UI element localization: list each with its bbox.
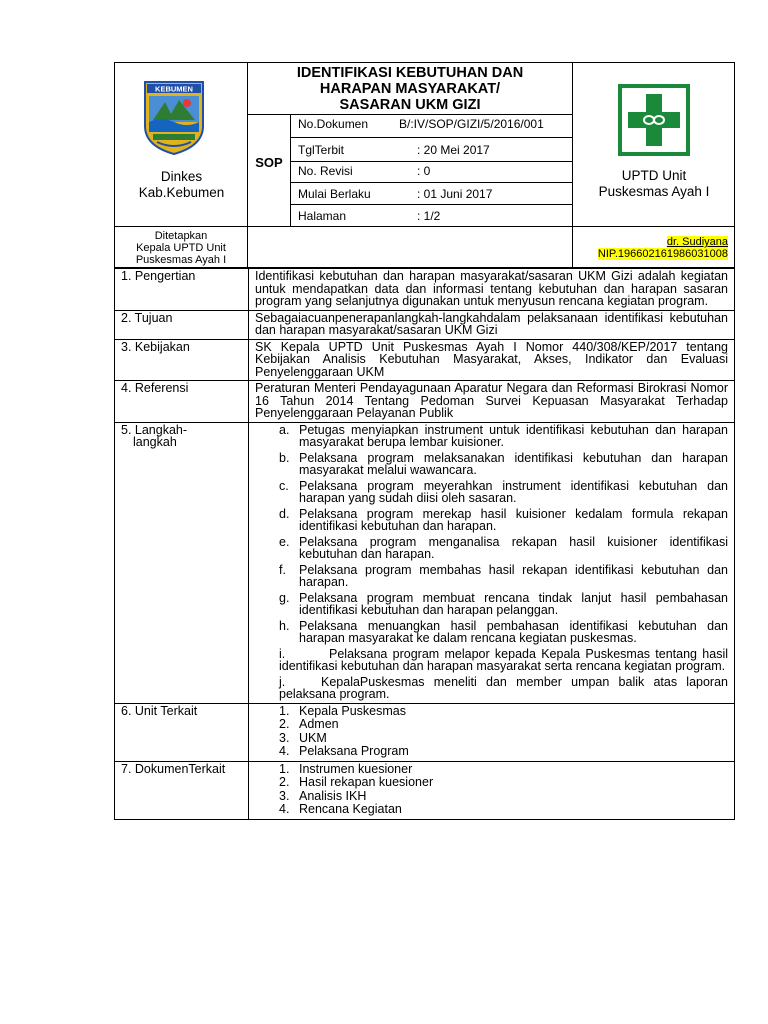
meta-row-no-revisi: No. Revisi : 0 [291, 162, 572, 183]
document-meta [291, 115, 572, 226]
approval-row [114, 227, 735, 268]
meta-row-tgl-terbit: TglTerbit : 20 Mei 2017 [291, 138, 572, 162]
list-item: c. Pelaksana program meyerahkan instrument identifikasi kebutuhan dan harapan yang sudah diisi oleh sasaran. [279, 478, 728, 505]
meta-row-no-dokumen: No.Dokumen B/:IV/SOP/GIZI/5/2016/001 [291, 115, 572, 138]
list-item: f. Pelaksana program membahas hasil rekapan identifikasi kebutuhan dan harapan. [279, 562, 728, 589]
list-item: d. Pelaksana program merekap hasil kuisioner kedalam formula rekapan identifikasi kebutuhan dan harapan. [279, 506, 728, 533]
approval-signer [572, 227, 734, 267]
left-org-name: Dinkes Kab.Kebumen [138, 169, 225, 200]
section-label: 6. Unit Terkait [115, 703, 249, 761]
sop-header [114, 62, 735, 227]
document-title: IDENTIFIKASI KEBUTUHAN DAN HARAPAN MASYARAKAT/ SASARAN UKM GIZI [248, 63, 572, 115]
section-list [249, 703, 735, 761]
section-pengertian [115, 269, 735, 311]
section-text: SK Kepala UPTD Unit Puskesmas Ayah I Nomor 440/308/KEP/2017 tentang Kebijakan Analisis Kebutuhan Masyarakat, Akses, Indikator dan Evaluasi Penyelenggaraan UKM [249, 339, 735, 381]
section-text: Identifikasi kebutuhan dan harapan masyarakat/sasaran UKM Gizi adalah kegiatan untuk mendapatkan data dan informasi tentang kebutuhan dan harapan sasaran program yang selanjutnya digunakan untuk menyusun rencana kegiatan program. [249, 269, 735, 311]
section-list [249, 761, 735, 819]
sop-content-table [114, 268, 735, 820]
list-item: b. Pelaksana program melaksanakan identifikasi kebutuhan dan harapan masyarakat melalui wawancara. [279, 450, 728, 477]
list-item: e. Pelaksana program menganalisa rekapan hasil kuisioner identifikasi kebutuhan dan harapan. [279, 534, 728, 561]
puskesmas-cross-icon [618, 84, 690, 156]
section-text: Peraturan Menteri Pendayagunaan Aparatur Negara dan Reformasi Birokrasi Nomor 16 Tahun 2014 Tentang Pedoman Survei Kepuasan Masyarakat Terhadap Penyelenggaraan Pelayanan Publik [249, 381, 735, 423]
list-item: 2. Hasil rekapan kuesioner [279, 775, 434, 789]
list-item: 1. Instrumen kuesioner [279, 761, 413, 776]
right-org-name: UPTD Unit Puskesmas Ayah I [598, 168, 710, 199]
section-label: 2. Tujuan [115, 310, 249, 339]
list-item: h. Pelaksana menuangkan hasil pembahasan identifikasi kebutuhan dan harapan masyarakat ke dalam rencana kegiatan puskesmas. [279, 618, 728, 645]
list-item: 4. Pelaksana Program [279, 744, 409, 758]
sop-document [114, 62, 735, 820]
section-label: 7. DokumenTerkait [115, 761, 249, 819]
list-item: 2. Admen [279, 717, 339, 731]
section-unit-terkait [115, 703, 735, 761]
list-item: 1. Kepala Puskesmas [279, 703, 407, 718]
crest-label: KEBUMEN [155, 84, 193, 94]
meta-row-mulai-berlaku: Mulai Berlaku : 01 Juni 2017 [291, 183, 572, 205]
section-referensi [115, 381, 735, 423]
section-label: 5. Langkah- langkah [115, 422, 249, 703]
list-item: j. KepalaPuskesmas meneliti dan member umpan balik atas laporan pelaksana program. [279, 674, 728, 701]
list-item: 3. UKM [279, 730, 327, 745]
section-steps [249, 422, 735, 703]
list-item: 3. Analisis IKH [279, 788, 367, 803]
section-tujuan [115, 310, 735, 339]
right-logo-cell [572, 63, 734, 226]
section-text: Sebagaiacuanpenerapanlangkah-langkahdalam pelaksanaan identifikasi kebutuhan dan harapan masyarakat/sasaran UKM Gizi [249, 310, 735, 339]
kebumen-crest-icon [139, 76, 209, 156]
list-item: a. Petugas menyiapkan instrument untuk identifikasi kebutuhan dan harapan masyarakat berupa lembar kuisioner. [279, 422, 728, 449]
section-dokumen-terkait [115, 761, 735, 819]
section-label: 4. Referensi [115, 381, 249, 423]
meta-row-halaman: Halaman : 1/2 [298, 209, 441, 223]
section-langkah [115, 422, 735, 703]
section-label: 1. Pengertian [115, 269, 249, 311]
section-kebijakan [115, 339, 735, 381]
list-item: g. Pelaksana program membuat rencana tindak lanjut hasil pembahasan identifikasi kebutuhan dan harapan pelanggan. [279, 590, 728, 617]
list-item: 4. Rencana Kegiatan [279, 802, 402, 816]
list-item: i. Pelaksana program melapor kepada Kepala Puskesmas tentang hasil identifikasi kebutuhan dan harapan masyarakat serta rencana kegiatan program. [279, 646, 728, 673]
signer-name: dr. Sudiyana [666, 236, 728, 248]
sop-label: SOP [248, 115, 291, 226]
signer-nip: NIP.19660216198603100​8 [597, 248, 728, 260]
section-label: 3. Kebijakan [115, 339, 249, 381]
approval-label: Ditetapkan Kepala UPTD Unit Puskesmas Ayah I [115, 227, 248, 267]
left-logo-cell [115, 63, 248, 226]
